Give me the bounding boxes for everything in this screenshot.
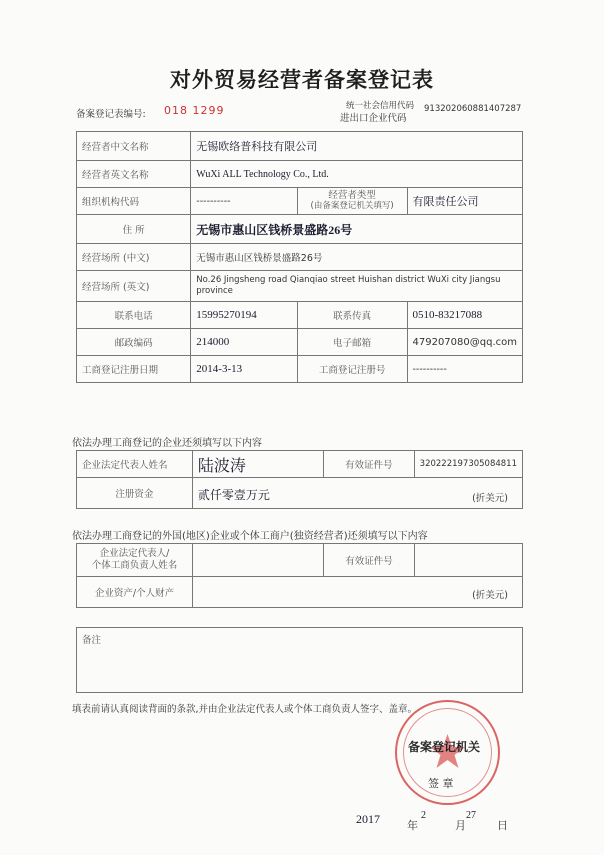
legal-rep-label: 企业法定代表人姓名 [77,451,193,478]
section2-heading: 依法办理工商登记的外国(地区)企业或个体工商户(独资经营者)还须填写以下内容 [72,531,428,542]
biz-place-cn-label: 经营场所 (中文) [77,244,191,271]
phone-value: 15995270194 [191,302,297,329]
credit-code-value: 913202060881407287 [424,104,522,114]
email-label: 电子邮箱 [297,329,407,356]
cn-name-label: 经营者中文名称 [77,132,191,161]
phone-label: 联系电话 [77,302,191,329]
foreign-rep-value [193,544,324,577]
credit-code-label: 统一社会信用代码 [346,101,415,111]
biz-place-cn-value: 无锡市惠山区钱桥景盛路26号 [191,244,523,271]
assets-unit: (折美元) [472,590,508,601]
date-day-unit: 日 [497,819,508,832]
biz-reg-date-label: 工商登记注册日期 [77,356,191,383]
date-year-unit: 年 [407,819,418,832]
cn-name-value: 无锡欧络普科技有限公司 [191,132,523,161]
cert-no-label: 有效证件号 [323,451,414,478]
seal-label: 签 章 [428,777,454,790]
reg-no-label: 备案登记表编号: [76,109,146,120]
capital-value: 贰仟零壹万元 [197,487,270,502]
date-month: 2 [421,810,426,821]
biz-reg-no-label: 工商登记注册号 [297,356,407,383]
date-year: 2017 [356,812,380,826]
remarks-table [76,627,523,693]
biz-type-value: 有限责任公司 [407,188,523,215]
ie-code-label: 进出口企业代码 [340,113,407,124]
foreign-rep-label-line1: 企业法定代表人/ [99,548,170,559]
biz-place-en-label: 经营场所 (英文) [77,271,191,302]
assets-label: 企业资产/个人财产 [77,577,193,608]
org-code-value: ---------- [191,188,297,215]
section2-table [76,543,523,608]
legal-rep-value: 陆波涛 [192,451,323,478]
address-value: 无锡市惠山区钱桥景盛路26号 [191,215,523,244]
en-name-value: WuXi ALL Technology Co., Ltd. [191,161,523,188]
section1-table [76,450,523,509]
date-month-unit: 月 [455,819,466,832]
biz-place-en-value: No.26 Jingsheng road Qianqiao street Huishan district WuXi city Jiangsu province [191,271,523,302]
biz-type-label-line2: (由备案登记机关填写) [310,201,394,211]
footer-note: 填表前请认真阅读背面的条款,并由企业法定代表人或个体工商负责人签字、盖章。 [72,704,418,715]
section1-heading: 依法办理工商登记的企业还须填写以下内容 [72,438,262,449]
cert-no-value: 320222197305084811 [414,451,522,478]
capital-label: 注册资金 [77,478,193,509]
capital-cell [192,478,522,509]
form-title: 对外贸易经营者备案登记表 [170,68,434,92]
postcode-label: 邮政编码 [77,329,191,356]
postcode-value: 214000 [191,329,297,356]
remarks-label: 备注 [77,628,523,693]
capital-unit: (折美元) [472,493,508,504]
biz-type-label-line1: 经营者类型 [328,190,376,201]
biz-reg-date-value: 2014-3-13 [191,356,297,383]
en-name-label: 经营者英文名称 [77,161,191,188]
foreign-rep-label-line2: 个体工商负责人姓名 [91,560,178,571]
foreign-cert-value [415,544,523,577]
authority-label: 备案登记机关 [408,740,481,754]
fax-label: 联系传真 [297,302,407,329]
email-value: 479207080@qq.com [407,329,523,356]
assets-cell [193,577,523,608]
biz-type-label [297,188,407,215]
date-day: 27 [466,810,476,821]
org-code-label: 组织机构代码 [77,188,191,215]
main-info-table [76,131,523,383]
fax-value: 0510-83217088 [407,302,523,329]
biz-reg-no-value: ---------- [407,356,523,383]
reg-no-value: 018 1299 [164,104,225,117]
foreign-rep-label [77,544,193,577]
foreign-cert-label: 有效证件号 [324,544,415,577]
address-label: 住 所 [77,215,191,244]
